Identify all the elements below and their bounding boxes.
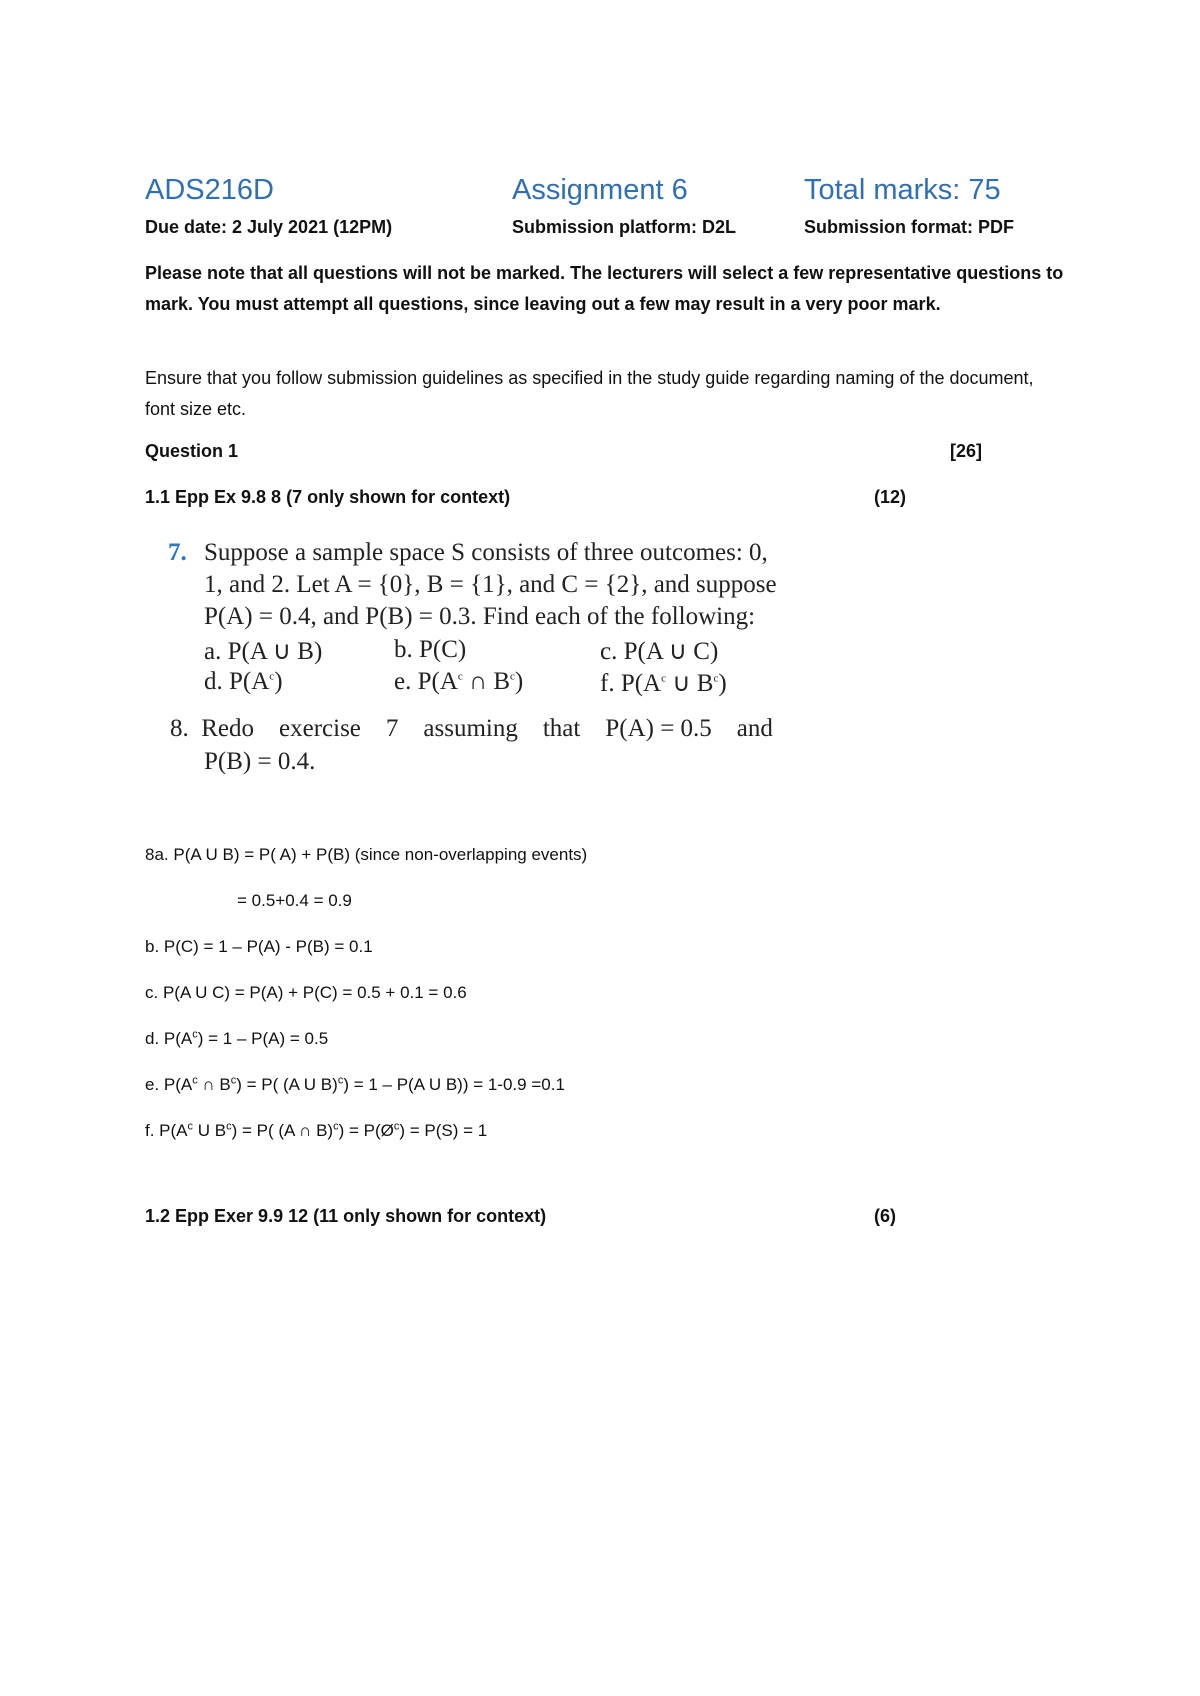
guidelines-notice: Ensure that you follow submission guidelines as specified in the study guide regarding naming of the document, font size etc.	[145, 368, 1034, 419]
option-a: a. P(A ∪ B)	[204, 638, 323, 665]
option-d: d. $P(A^c)$	[204, 668, 283, 695]
question-1-marks: [26]	[950, 441, 983, 461]
submission-platform: Submission platform: D2L	[512, 217, 737, 237]
course-code: ADS216D	[145, 174, 274, 206]
answer-a-line-2: = 0.5+0.4 = 0.9	[237, 891, 352, 910]
answer-c: c. P(A U C) = P(A) + P(C) = 0.5 + 0.1 = 0.6	[145, 983, 467, 1002]
exercise-7-line-1: Suppose a sample space S consists of three outcomes: 0,	[204, 539, 768, 566]
answer-f: f. $P(A^c$ U $B^c) = P$( (A ∩ $B)^c) = P(Ø^c) = P(S) = 1$	[145, 1120, 488, 1140]
option-b: b. P(C)	[394, 636, 467, 663]
part-1-2-title: 1.2 Epp Exer 9.9 12 (11 only shown for context)	[145, 1206, 547, 1226]
answer-d: d. $P(A^c) = 1 - P(A) = 0.5$	[145, 1028, 329, 1048]
exercise-7-line-3: P(A) = 0.4, and P(B) = 0.3. Find each of the following:	[204, 603, 756, 630]
option-e: e. $P(A^c$ ∩ $B^c$)	[394, 668, 524, 695]
exercise-7-line-2: 1, and 2. Let A = {0}, B = {1}, and C = {2}, and suppose	[204, 571, 777, 598]
textbook-excerpt	[168, 539, 187, 567]
option-f: f. $P(A^c$ ∪ $B^c$)	[600, 670, 727, 697]
exercise-8-line-2: P(B) = 0.4.	[204, 748, 316, 775]
answer-a-line-1: 8a. P(A U B) = P( A) + P(B) (since non-overlapping events)	[145, 845, 588, 864]
due-date: Due date: 2 July 2021 (12PM)	[145, 217, 393, 237]
answer-b: b. P(C) = 1 – P(A) - P(B) = 0.1	[145, 937, 373, 956]
marking-notice: Please note that all questions will not be marked. The lecturers will select a few representative questions to mark. You must attempt all questions, since leaving out a few may result in a very poor mark.	[145, 263, 1064, 314]
part-1-1-marks: (12)	[874, 487, 907, 507]
answer-e: e. $P(A^c$ ∩ $B^c) = P$( (A U B)$^c$) = 1 – P(A U B)) = 1-0.9 =0.1	[145, 1074, 565, 1094]
option-c: c. P(A ∪ C)	[600, 638, 719, 665]
question-1-title: Question 1	[145, 441, 239, 461]
total-marks: Total marks: 75	[804, 174, 1001, 206]
exercise-7-number: 7.	[168, 539, 187, 566]
assignment-title: Assignment 6	[512, 174, 688, 206]
submission-format: Submission format: PDF	[804, 217, 1015, 237]
exercise-8-line-1: 8. Redo exercise 7 assuming that P(A) = 0.5 and	[170, 715, 773, 742]
part-1-1-title: 1.1 Epp Ex 9.8 8 (7 only shown for context)	[145, 487, 511, 507]
part-1-2-marks: (6)	[874, 1206, 896, 1226]
